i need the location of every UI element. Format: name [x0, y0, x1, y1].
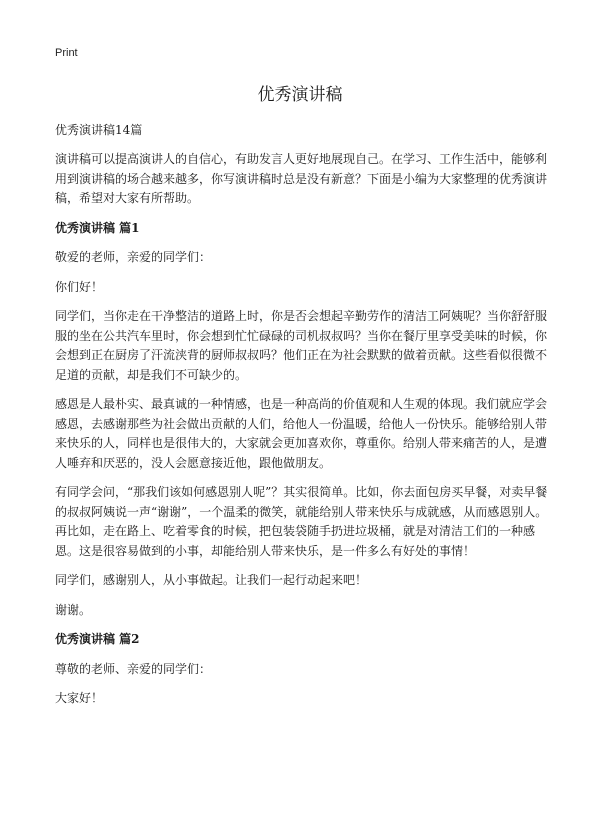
- body-paragraph: 同学们，当你走在干净整洁的道路上时，你是否会想起辛勤劳作的清洁工阿姨呢？当你舒舒服服的坐在公共汽车里时，你会想到忙忙碌碌的司机叔叔吗？当你在餐厅里享受美味的时候，你会想到正在厨房了汗流浃背的厨师叔叔吗？他们正在为社会默默的做着贡献。这些看似很微不足道的贡献，却是我们不可缺少的。: [55, 309, 548, 382]
- salutation: 尊敬的老师、亲爱的同学们：: [55, 661, 212, 676]
- section-heading: 优秀演讲稿 篇2: [55, 632, 140, 646]
- document-body: [55, 150, 550, 719]
- greeting: 大家好！: [55, 691, 104, 705]
- print-link[interactable]: Print: [55, 47, 78, 59]
- section-heading: 优秀演讲稿 篇1: [55, 220, 140, 235]
- document-subtitle: 优秀演讲稿14篇: [55, 123, 143, 137]
- body-paragraph: 有同学会问，“那我们该如何感恩别人呢”？其实很简单。比如，你去面包房买早餐，对卖早餐的叔叔阿姨说一声“谢谢”，一个温柔的微笑，就能给别人带来快乐与成就感，从而感恩别人。再比如，走在路上、吃着零食的时候，把包装袋随手扔进垃圾桶，就是对清洁工们的一种感恩。这是很容易做到的小事，却能给别人带来快乐，是一件多么有好处的事情！: [55, 485, 548, 558]
- closing: 谢谢。: [55, 602, 92, 617]
- salutation: 敬爱的老师，亲爱的同学们：: [55, 250, 212, 264]
- document-title: 优秀演讲稿: [257, 85, 343, 105]
- intro-paragraph: 演讲稿可以提高演讲人的自信心，有助发言人更好地展现自己。在学习、工作生活中，能够利用到演讲稿的场合越来越多，你写演讲稿时总是没有新意？下面是小编为大家整理的优秀演讲稿，希望对大家有所帮助。: [55, 152, 548, 205]
- body-paragraph: 同学们，感谢别人，从小事做起。让我们一起行动起来吧！: [55, 573, 368, 587]
- greeting: 你们好！: [55, 279, 104, 294]
- body-paragraph: 感恩是人最朴实、最真诚的一种情感，也是一种高尚的价值观和人生观的体现。我们就应学会感恩，去感谢那些为社会做出贡献的人们，给他人一份温暖，给他人一份快乐。能够给别人带来快乐的人，同样也是很伟大的，大家就会更加喜欢你，尊重你。给别人带来痛苦的人，是遭人唾弃和厌恶的，没人会愿意接近他，跟他做朋友。: [55, 397, 548, 470]
